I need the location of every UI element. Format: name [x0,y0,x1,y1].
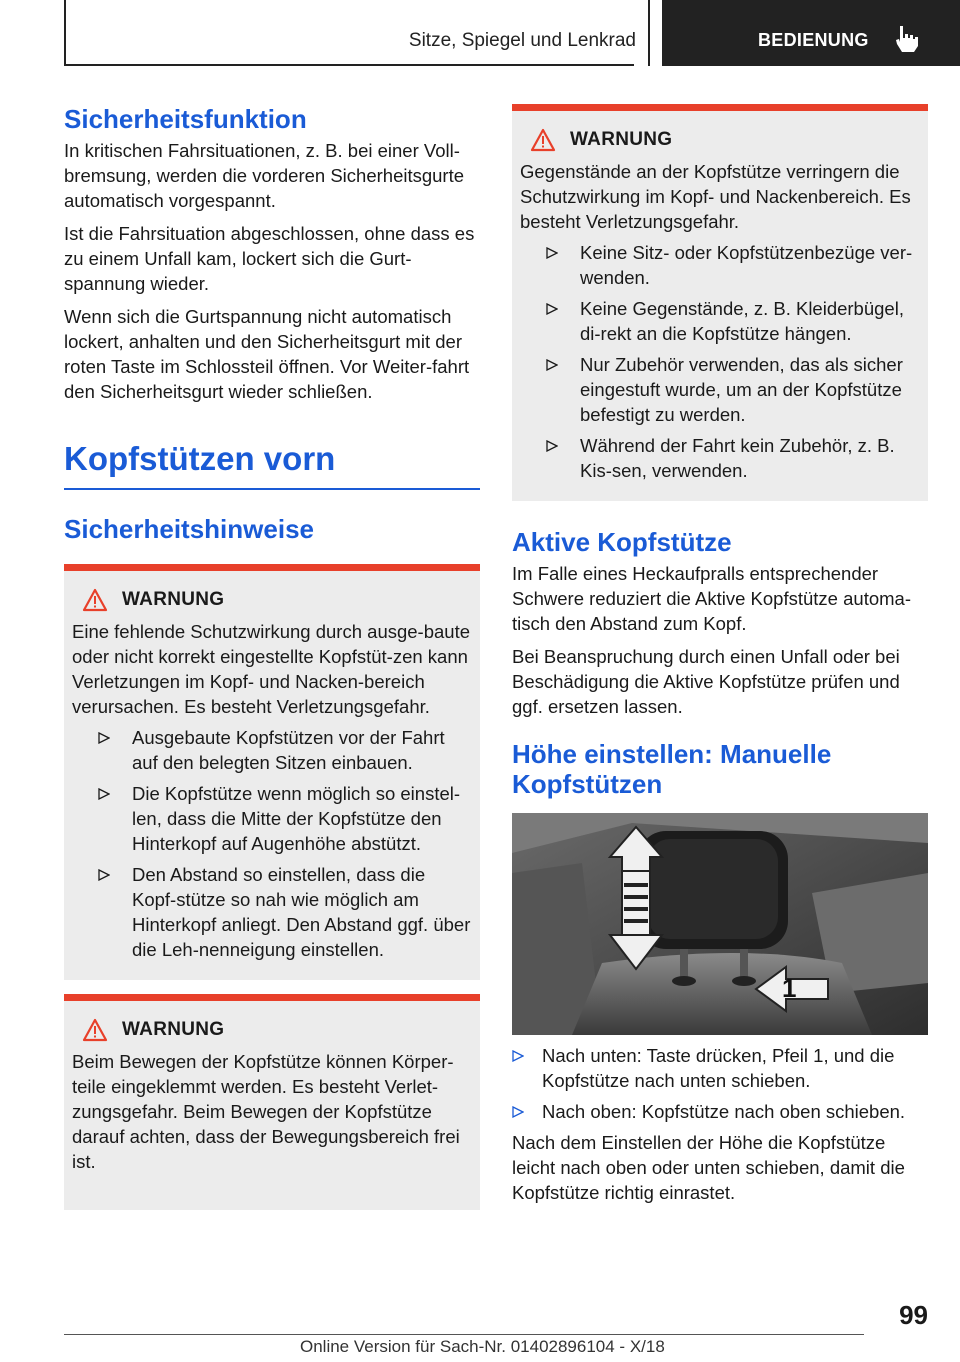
header-separator [648,0,650,66]
list-item-text: Während der Fahrt kein Zubehör, z. B. Kis-sen, verwenden. [580,435,895,481]
heading-head-restraints-front: Kopfstützen vorn [64,440,336,477]
list-item [98,781,472,856]
warning-triangle-icon [82,588,108,612]
section-title: Sitze, Spiegel und Lenkrad [408,30,636,51]
paragraph: Im Falle eines Heckaufpralls entsprechender Schwere reduziert die Aktive Kopfstütze automa-tisch den Abstand zum Kopf. [512,563,911,634]
bullet-triangle-icon [512,1099,542,1124]
warning-text: Beim Bewegen der Kopfstütze können Körper-teile eingeklemmt werden. Es besteht Verlet-zungsgefahr. Beim Bewegen der Kopfstütze darauf achten, dass der Bewegungsbereich frei ist. [72,1051,460,1172]
list-item [98,725,472,775]
list-item [546,240,920,290]
footer-rule [64,1334,864,1335]
paragraph: Ist die Fahrsituation abgeschlossen, ohne dass es zu einem Unfall kam, lockert sich die Gurt-spannung wieder. [64,223,475,294]
warning-header [72,585,472,615]
list-item-text: Den Abstand so einstellen, dass die Kopf-stütze so nah wie möglich am Hinterkopf anliegt. Den Abstand ggf. über die Leh-nenneigung einstellen. [132,864,471,960]
list-item [546,296,920,346]
paragraph: In kritischen Fahrsituationen, z. B. bei einer Voll-bremsung, werden die vorderen Sicherheitsgurte automatisch vorgespannt. [64,140,465,211]
warning-label: WARNUNG [570,129,673,150]
warning-label: WARNUNG [122,589,225,610]
header-rule [64,64,634,66]
list-item [546,352,920,427]
heading-height-adjust: Höhe einstellen: Manuelle Kopfstützen [512,739,832,799]
list-item-text: Nur Zubehör verwenden, das als sicher eingestuft wurde, um an der Kopfstütze befestigt zu werden. [580,354,903,425]
list-item [512,1043,928,1093]
warning-triangle-icon [530,128,556,152]
page-number: 99 [899,1300,928,1330]
warning-triangle-icon [82,1018,108,1042]
warning-box [64,994,480,1210]
list-item [512,1099,928,1124]
header-left-border [64,0,66,66]
hand-pointer-icon [894,24,920,54]
warning-box [512,104,928,501]
list-item-text: Keine Gegenstände, z. B. Kleiderbügel, di-rekt an die Kopfstütze hängen. [580,298,904,344]
warning-text: Gegenstände an der Kopfstütze verringern die Schutzwirkung im Kopf- und Nackenbereich. Es besteht Verletzungsgefahr. [520,161,911,232]
bullet-triangle-icon [546,352,580,377]
paragraph: Bei Beanspruchung durch einen Unfall oder bei Beschädigung die Aktive Kopfstütze prüfen und ggf. ersetzen lassen. [512,646,900,717]
warning-list [520,240,920,483]
list-item [546,433,920,483]
list-item-text: Die Kopfstütze wenn möglich so einstel-len, dass die Mitte der Kopfstütze den Hinterkopf auf Augenhöhe abstützt. [132,783,461,854]
right-column [512,104,928,1205]
paragraph: Nach dem Einstellen der Höhe die Kopfstütze leicht nach oben oder unten schieben, damit die Kopfstütze richtig einrastet. [512,1132,905,1203]
chapter-tab-label: BEDIENUNG [758,30,869,50]
footer-version-text: Online Version für Sach-Nr. 01402896104 - X/18 [300,1337,665,1356]
head-restraint-figure [512,813,928,1035]
chapter-tab[interactable] [662,0,960,66]
heading-safety-notes: Sicherheitshinweise [64,514,314,544]
list-item [98,862,472,962]
warning-header [72,1015,472,1045]
bullet-triangle-icon [546,433,580,458]
warning-box [64,564,480,980]
head-restraint-illustration [512,813,928,1035]
bullet-triangle-icon [546,240,580,265]
paragraph: Wenn sich die Gurtspannung nicht automatisch lockert, anhalten und den Sicherheitsgurt mit der roten Taste im Schlossteil öffnen. Vor Weiter-fahrt den Sicherheitsgurt wieder schließen. [64,306,470,402]
left-column [64,100,480,1210]
heading-safety-function: Sicherheitsfunktion [64,104,307,134]
bullet-triangle-icon [98,725,132,750]
figure-callout-label: 1 [782,973,797,1003]
heading-rule [64,488,480,490]
warning-header [520,125,920,155]
bullet-triangle-icon [98,862,132,887]
bullet-triangle-icon [98,781,132,806]
steps-list [512,1043,928,1124]
bullet-triangle-icon [512,1043,542,1068]
list-item-text: Nach unten: Taste drücken, Pfeil 1, und die Kopfstütze nach unten schieben. [542,1045,895,1091]
list-item-text: Ausgebaute Kopfstützen vor der Fahrt auf den belegten Sitzen einbauen. [132,727,445,773]
list-item-text: Keine Sitz- oder Kopfstützenbezüge ver-wenden. [580,242,913,288]
warning-list [72,725,472,962]
heading-active-head-restraint: Aktive Kopfstütze [512,527,732,557]
warning-text: Eine fehlende Schutzwirkung durch ausge-baute oder nicht korrekt eingestellte Kopfstüt-zen kann Verletzungen im Kopf- und Nacken-bereich verursachen. Es besteht Verletzungsgefahr. [72,621,471,717]
list-item-text: Nach oben: Kopfstütze nach oben schieben. [542,1101,906,1122]
warning-label: WARNUNG [122,1019,225,1040]
bullet-triangle-icon [546,296,580,321]
